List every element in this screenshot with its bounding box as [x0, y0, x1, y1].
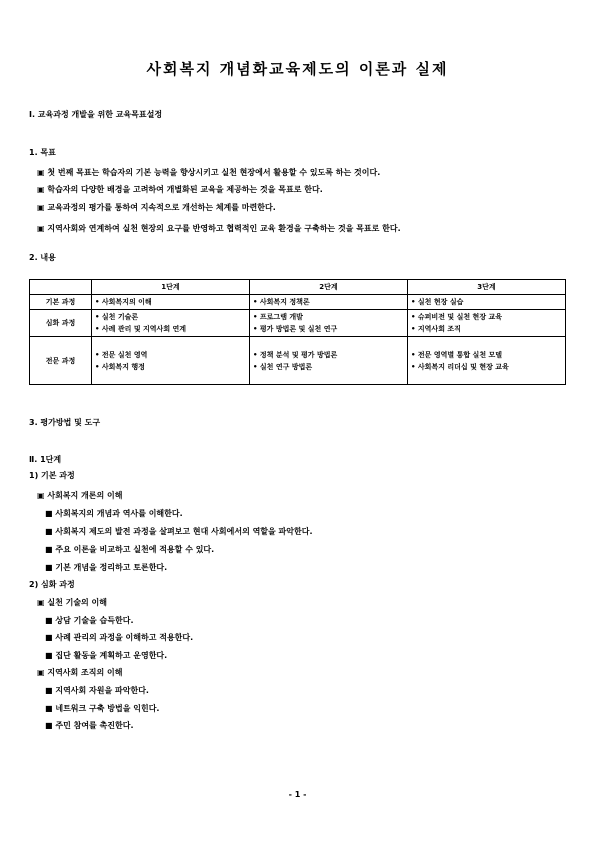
table-cell [250, 337, 408, 385]
table-cell-line: • 전문 실천 영역 [95, 350, 148, 359]
table-cell-line: • 실천 현장 실습 [411, 298, 464, 306]
table-header-cell: 1단계 [92, 280, 250, 295]
table-header-cell [30, 280, 92, 295]
table-cell-line: • 슈퍼비전 및 실천 현장 교육 [411, 313, 503, 321]
table-row [30, 337, 566, 385]
text-line-r3: ■ 사례 관리의 과정을 이해하고 적용한다. [45, 633, 194, 642]
text-line-p2: ▣ 학습자의 다양한 배경을 고려하여 개별화된 교육을 제공하는 것을 목표로 한다. [37, 185, 323, 194]
text-line-p4: ▣ 지역사회와 연계하여 실천 현장의 요구를 반영하고 협력적인 교육 환경을 구축하는 것을 목표로 한다. [37, 224, 401, 233]
table-cell [92, 337, 250, 385]
table-cell-line: • 실천 기술론 [95, 313, 139, 321]
table-row [30, 295, 566, 310]
table-cell-line: • 사례 관리 및 지역사회 연계 [95, 325, 187, 333]
table-cell [250, 310, 408, 337]
table-cell-line: • 사회복지 정책론 [253, 298, 310, 306]
text-line-r8: ■ 주민 참여를 촉진한다. [45, 721, 134, 730]
text-line-s2a: 1) 기본 과정 [29, 471, 75, 480]
table-cell-line: • 전문 영역별 통합 실천 모델 [411, 350, 503, 359]
text-line-r2: ■ 상담 기술을 습득한다. [45, 616, 134, 625]
text-line-p3: ▣ 교육과정의 평가를 통하여 지속적으로 개선하는 체계를 마련한다. [37, 203, 276, 212]
text-line-s2b: 2) 심화 과정 [29, 580, 75, 589]
table-cell-line: • 평가 방법론 및 실천 연구 [253, 325, 338, 333]
text-line-s1b: 2. 내용 [29, 253, 56, 262]
text-line-q3: ■ 사회복지 제도의 발전 과정을 살펴보고 현대 사회에서의 역할을 파악한다. [45, 527, 313, 536]
table-cell [250, 295, 408, 310]
table-row-label: 심화 과정 [30, 310, 92, 337]
text-line-s1a: 1. 목표 [29, 148, 56, 157]
table-header-cell: 3단계 [408, 280, 566, 295]
table-row-label: 전문 과정 [30, 337, 92, 385]
table-row [30, 310, 566, 337]
curriculum-table [29, 279, 566, 385]
table-row-label: 기본 과정 [30, 295, 92, 310]
page-number: - 1 - [288, 790, 307, 799]
text-line-q2: ■ 사회복지의 개념과 역사를 이해한다. [45, 509, 183, 518]
table-cell-line: • 정책 분석 및 평가 방법론 [253, 350, 338, 359]
table-header-row [30, 280, 566, 295]
text-line-p1: ▣ 첫 번째 목표는 학습자의 기본 능력을 향상시키고 실천 현장에서 활용할 수 있도록 하는 것이다. [37, 168, 381, 177]
text-line-r1: ▣ 실천 기술의 이해 [37, 598, 108, 607]
text-line-s1c: 3. 평가방법 및 도구 [29, 418, 101, 427]
table-cell-line: • 지역사회 조직 [411, 325, 461, 333]
table-cell [408, 310, 566, 337]
text-line-r5: ▣ 지역사회 조직의 이해 [37, 668, 123, 677]
table-cell [92, 295, 250, 310]
text-line-r4: ■ 집단 활동을 계획하고 운영한다. [45, 651, 168, 660]
text-line-s2: Ⅱ. 1단계 [29, 455, 62, 464]
text-line-q4: ■ 주요 이론을 비교하고 실천에 적용할 수 있다. [45, 545, 215, 554]
table-cell-line: • 프로그램 개발 [253, 313, 303, 321]
table-cell-line: • 사회복지 행정 [95, 362, 145, 371]
table-cell-line: • 실천 연구 방법론 [253, 362, 313, 371]
text-line-r7: ■ 네트워크 구축 방법을 익힌다. [45, 704, 160, 713]
text-line-q1: ▣ 사회복지 개론의 이해 [37, 491, 123, 500]
table-cell [92, 310, 250, 337]
table-cell [408, 337, 566, 385]
text-line-s1: Ⅰ. 교육과정 개발을 위한 교육목표설정 [29, 110, 163, 119]
table-header-cell: 2단계 [250, 280, 408, 295]
text-line-r6: ■ 지역사회 자원을 파악한다. [45, 686, 149, 695]
document-title: 사회복지 개념화교육제도의 이론과 실제 [146, 60, 449, 78]
table-cell-line: • 사회복지의 이해 [95, 298, 152, 306]
table-cell-line: • 사회복지 리더십 및 현장 교육 [411, 362, 509, 371]
table-cell [408, 295, 566, 310]
text-line-q5: ■ 기본 개념을 정리하고 토론한다. [45, 563, 168, 572]
